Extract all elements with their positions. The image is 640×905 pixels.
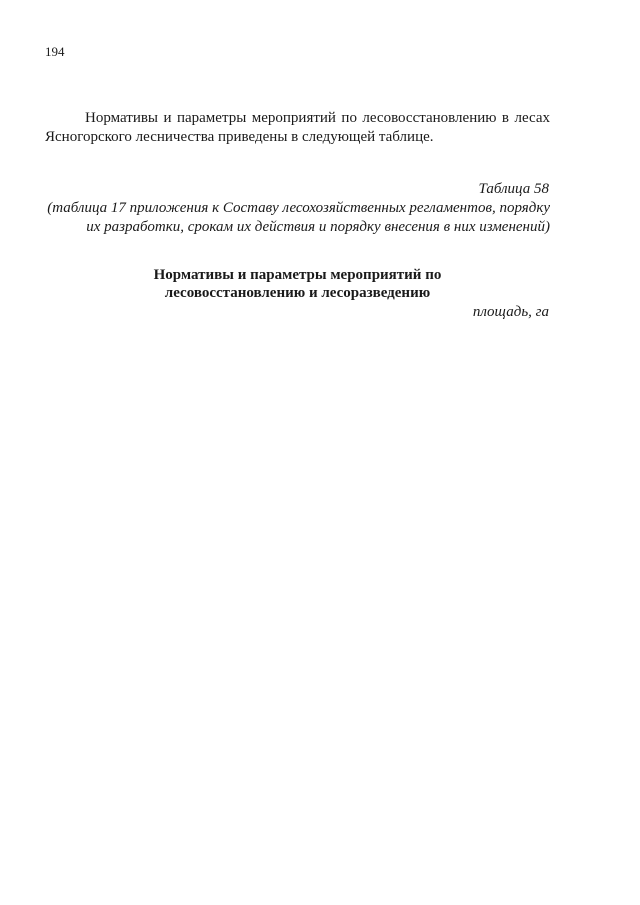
intro-paragraph: Нормативы и параметры мероприятий по лесовосстановлению в лесах Ясногорского лесничества приведены в следующей таблице.	[45, 110, 550, 145]
unit-label: площадь, га	[472, 304, 549, 320]
table-title	[45, 266, 550, 302]
table-title-line-2: лесовосстановлению и лесоразведению	[164, 285, 431, 301]
table-label: Таблица 58	[478, 181, 549, 197]
table-reference-note: (таблица 17 приложения к Составу лесохозяйственных регламентов, порядку их разработки, срокам их действия и порядку внесения в них изменений)	[47, 200, 550, 235]
table-title-line-1: Нормативы и параметры мероприятий по	[153, 267, 442, 283]
page-number: 194	[45, 44, 65, 59]
